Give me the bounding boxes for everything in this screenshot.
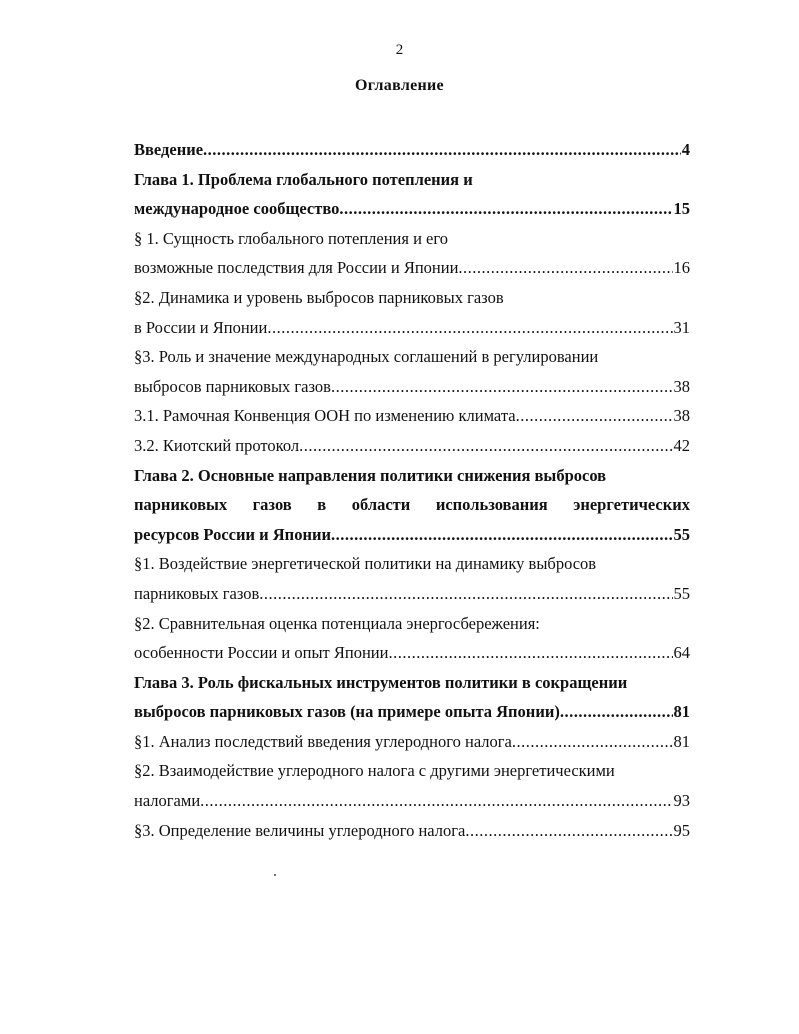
toc-entry-section-3-1[interactable] <box>134 727 690 757</box>
toc-entry-section-1-3-line-1[interactable] <box>134 342 690 372</box>
toc-entry-section-1-1-line-1[interactable] <box>134 224 690 254</box>
toc-entry-chapter-3-line-1[interactable] <box>134 668 690 698</box>
toc-entry-section-1-1-line-2[interactable] <box>134 253 690 283</box>
toc-entry-page: 31 <box>673 317 690 337</box>
toc-entry-text: выбросов парниковых газов <box>134 376 331 396</box>
toc-entry-text: Глава 1. Проблема глобального потепления и <box>134 169 473 189</box>
toc-entry-text: возможные последствия для России и Японии <box>134 258 459 278</box>
dot-leader <box>331 372 673 402</box>
dot-leader <box>203 135 681 165</box>
dot-leader <box>267 313 672 343</box>
toc-entry-chapter-1-line-2[interactable] <box>134 194 690 224</box>
toc-entry-text: §3. Роль и значение международных соглашений в регулировании <box>134 347 599 367</box>
toc-entry-text: 3.2. Киотский протокол <box>134 435 300 455</box>
dot-leader <box>259 579 672 609</box>
dot-leader <box>388 638 672 668</box>
page-number: 2 <box>395 42 404 58</box>
page-title: Оглавление <box>355 77 444 94</box>
toc-entry-introduction[interactable] <box>134 135 690 165</box>
toc-entry-section-2-1-line-1[interactable] <box>134 549 690 579</box>
toc-entry-text: Введение <box>134 140 204 159</box>
table-of-contents <box>134 135 690 845</box>
toc-entry-text: парниковых газов в области использования энергетических <box>134 495 690 515</box>
toc-entry-text: налогами <box>134 791 201 811</box>
toc-entry-section-2-2-line-2[interactable] <box>134 638 690 668</box>
toc-entry-text: §3. Определение величины углеродного налога <box>134 820 466 840</box>
toc-entry-page: 38 <box>673 406 690 426</box>
toc-entry-page: 15 <box>673 199 690 219</box>
toc-entry-page: 55 <box>673 524 690 544</box>
toc-entry-text: международное сообщество <box>134 199 340 219</box>
toc-entry-text: парниковых газов <box>134 583 260 603</box>
toc-entry-page: 64 <box>673 643 690 663</box>
toc-entry-text: 3.1. Рамочная Конвенция ООН по изменению климата <box>134 406 516 426</box>
toc-entry-text: §2. Динамика и уровень выбросов парниковых газов <box>134 287 504 307</box>
toc-entry-chapter-1-line-1[interactable] <box>134 165 690 195</box>
toc-entry-page: 93 <box>673 791 690 811</box>
dot-leader <box>339 194 672 224</box>
toc-entry-text: Глава 2. Основные направления политики снижения выбросов <box>134 465 607 485</box>
toc-entry-text: §2. Сравнительная оценка потенциала энергосбережения: <box>134 613 540 633</box>
toc-entry-page: 95 <box>673 820 690 840</box>
toc-entry-section-2-1-line-2[interactable] <box>134 579 690 609</box>
toc-entry-text: §1. Анализ последствий введения углеродного налога <box>134 731 512 751</box>
toc-entry-section-3-3[interactable] <box>134 816 690 846</box>
toc-entry-page: 81 <box>673 702 690 722</box>
toc-entry-text: выбросов парниковых газов (на примере опыта Японии) <box>134 702 560 722</box>
toc-entry-section-1-3-line-2[interactable] <box>134 372 690 402</box>
toc-entry-page: 42 <box>673 435 690 455</box>
dot-leader <box>458 253 672 283</box>
dot-leader <box>512 727 673 757</box>
toc-entry-text: Глава 3. Роль фискальных инструментов политики в сокращении <box>134 672 628 692</box>
dot-leader <box>200 786 672 816</box>
toc-entry-section-3-2-line-2[interactable] <box>134 786 690 816</box>
dot-leader <box>331 520 673 550</box>
toc-entry-text: §1. Воздействие энергетической политики на динамику выбросов <box>134 554 597 574</box>
toc-entry-page: 38 <box>673 376 690 396</box>
toc-entry-page: 55 <box>673 583 690 603</box>
toc-entry-section-2-2-line-1[interactable] <box>134 609 690 639</box>
toc-entry-chapter-2-line-2[interactable] <box>134 490 690 520</box>
scan-speck <box>274 874 276 876</box>
toc-entry-section-1-2-line-2[interactable] <box>134 313 690 343</box>
toc-entry-section-1-2-line-1[interactable] <box>134 283 690 313</box>
toc-entry-text: §2. Взаимодействие углеродного налога с другими энергетическими <box>134 761 615 781</box>
toc-entry-subsection-3-1[interactable] <box>134 401 690 431</box>
toc-entry-text: особенности России и опыт Японии <box>134 643 389 663</box>
toc-entry-text: ресурсов России и Японии <box>134 524 331 544</box>
toc-entry-section-3-2-line-1[interactable] <box>134 756 690 786</box>
toc-entry-subsection-3-2[interactable] <box>134 431 690 461</box>
toc-entry-chapter-2-line-3[interactable] <box>134 520 690 550</box>
dot-leader <box>516 401 673 431</box>
toc-entry-chapter-3-line-2[interactable] <box>134 697 690 727</box>
toc-entry-text: в России и Японии <box>134 317 268 337</box>
dot-leader <box>560 697 673 727</box>
toc-entry-page: 81 <box>673 731 690 751</box>
toc-entry-text: § 1. Сущность глобального потепления и его <box>134 228 448 248</box>
dot-leader <box>465 816 672 846</box>
toc-entry-page: 16 <box>673 258 690 278</box>
dot-leader <box>299 431 672 461</box>
toc-entry-page: 4 <box>681 140 690 159</box>
toc-entry-chapter-2-line-1[interactable] <box>134 461 690 491</box>
